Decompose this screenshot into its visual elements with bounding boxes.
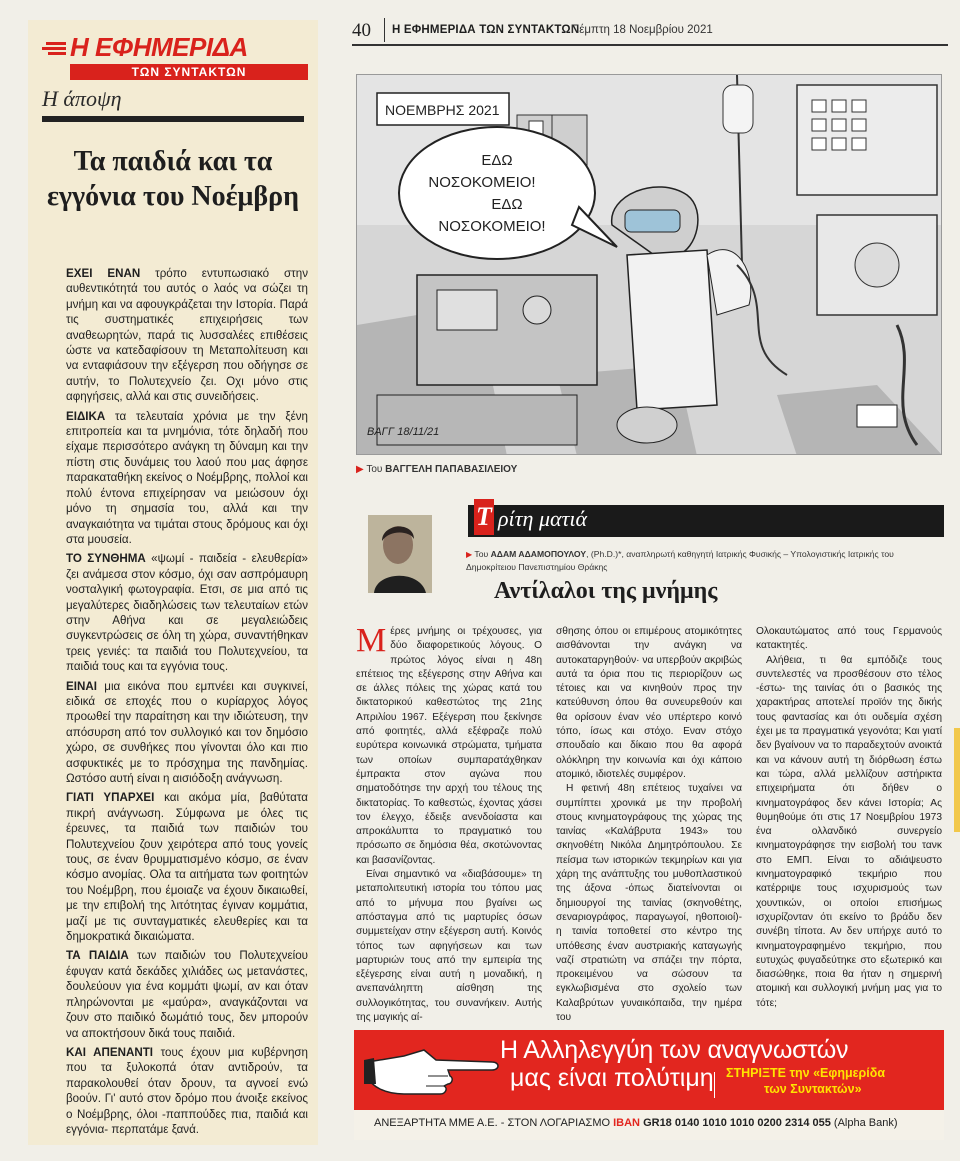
pointing-hand-icon	[364, 1042, 504, 1096]
triangle-bullet-icon: ▶	[466, 550, 473, 559]
article-column-2	[556, 625, 742, 1025]
cartoon-credit: ▶ Του ΒΑΓΓΕΛΗ ΠΑΠΑΒΑΣΙΛΕΙΟΥ	[356, 464, 518, 475]
bubble-line: ΕΔΩ	[481, 152, 513, 169]
article-paragraph: Ολοκαυτώματος από τους Γερμανούς κατακτητές.	[756, 626, 942, 652]
header-separator	[384, 18, 385, 42]
opinion-paragraph: ΕΙΝΑΙ μια εικόνα που εμπνέει και συγκινεί, ειδικά σε εποχές που ο κυρίαρχος λόγος προωθεί την παραίτηση και την ιδιώτευση, την απόσυρση από τον συλλογικό και τον δημόσιο χώρο, σε συνθήκες που γίνονται όλο και πιο ασφυκτικές με το πρόσχημα της πανδημίας. Ωστόσο αυτή είναι η αισιόδοξη ανάγνωση.	[66, 679, 308, 785]
bubble-line: ΝΟΣΟΚΟΜΕΙΟ!	[428, 174, 536, 191]
bank-name: (Alpha Bank)	[833, 1117, 898, 1129]
article-paragraph: Μέρες μνήμης οι τρέχουσες, για δύο διαφορετικούς λόγους. Ο πρώτος λόγος είναι η 48η επέτειος της εξέγερσης στην Αθήνα και σε άλλες πόλεις της χώρας κατά του δικτατορικού καθεστώτος της 21ης Απριλίου 1967. Εξέγερση που ξεκίνησε από φοιτητές, αλλά εξέφραζε πολύ ευρύτερα κοινωνικά στρώματα, τμήματα των οποίων συμπαρατάχθηκαν έμπρακτα στον αγώνα που σηματοδότησε την αρχή του τέλους της δικτατορίας. Το καθεστώς, έχοντας χάσει τον έλεγχο, έδειξε ανενδοίαστα και απροκάλυπτα το πραγματικό του πρόσωπο σε δημόσια θέα, σκοτώνοντας και βασανίζοντας.	[356, 622, 542, 866]
section-label: Η άποψη	[42, 86, 122, 111]
opinion-paragraph: ΤΟ ΣΥΝΘΗΜΑ «ψωμί - παιδεία - ελευθερία» ζει ανάμεσα στον κόσμο, όχι σαν ασπρόμαυρη νοσταλγική φωτογραφία. Ετσι, σε μια από τις μεγαλύτερες διαδηλώσεις των τελευταίων ετών στην Αθήνα και σε μεγαλειώδεις συγκεντρώσεις σε όλη τη χώρα, συναντήθηκαν τρεις γενιές: τα παιδιά του Πολυτεχνείου, τα παιδιά τους και τα εγγόνια τους.	[66, 552, 308, 674]
cartoonist-name: ΒΑΓΓΕΛΗ ΠΑΠΑΒΑΣΙΛΕΙΟΥ	[385, 464, 518, 475]
ad-footer	[354, 1110, 944, 1140]
logo-speedlines-icon	[42, 40, 68, 56]
opinion-title: Τα παιδιά και τα εγγόνια του Νοέμβρη	[46, 146, 300, 212]
bubble-line: ΕΔΩ	[491, 196, 523, 213]
article-column-3	[756, 625, 942, 1011]
section-title: ρίτη ματιά	[498, 506, 588, 531]
header-rule	[352, 44, 948, 46]
section-initial: Τ	[474, 499, 494, 535]
iban-label: IBAN	[613, 1117, 640, 1129]
opinion-paragraph: ΚΑΙ ΑΠΕΝΑΝΤΙ τους έχουν μια κυβέρνηση που τα ξυλοκοπά όταν αντιδρούν, τα παρακολουθεί όταν δρουν, τα αγνοεί ενώ βοούν. Γι' αυτό στον δρόμο που άνοιξε εκείνος ο Νοέμβρης, όλοι -παππούδες πια, παιδιά και εγγόνια- περπατάμε ξανά.	[66, 1045, 308, 1136]
header-date: Πέμπτη 18 Νοεμβρίου 2021	[571, 24, 713, 36]
author-name: ΑΔΑΜ ΑΔΑΜΟΠΟΥΛΟΥ	[490, 549, 587, 559]
logo-subtitle: ΤΩΝ ΣΥΝΤΑΚΤΩΝ	[70, 64, 308, 80]
article-paragraph: Η φετινή 48η επέτειος τυχαίνει να συμπίπτει χρονικά με την προβολή στους κινηματογράφους της χώρας της ταινίας «Καλάβρυτα 1943» του σκηνοθέτη Νικόλα Δημητρόπουλου. Σε πείσμα των ιστορικών τεκμηρίων και για χάρη της ανάπτυξης του μυθοπλαστικού της άξονα -όπως διατείνονται οι δημιουργοί της ταινίας (σκηνοθέτης, σεναριογράφος, παραγωγοί, ηθοποιοί)- η ταινία τοποθετεί στο κέντρο της υπόθεσης έναν αυστριακής καταγωγής ναζί στρατιώτη να σπάζει την πόρτα, προκειμένου να σώσουν τα εγκλωβισμένα στο σχολείο των Καλαβρύτων γυναικόπαιδα, την ημέρα του	[556, 783, 742, 1024]
bubble-line: ΝΟΣΟΚΟΜΕΙΟ!	[438, 218, 546, 235]
cartoon-sign-text: ΝΟΕΜΒΡΗΣ 2021	[385, 102, 500, 118]
triangle-bullet-icon: ▶	[356, 464, 364, 475]
logo-title: Η ΕΦΗΜΕΡΙΔΑ	[70, 32, 248, 62]
cartoon-signature: ΒΑΓΓ 18/11/21	[367, 426, 440, 438]
article-title: Αντίλαλοι της μνήμης	[494, 578, 718, 604]
article-paragraph: σθησης όπου οι επιμέρους ατομικότητες αισθάνονται την ανάγκη να αυτοκαταργηθούν· να υπερβούν ακριβώς αυτά τα όρια που τις περιορίζουν ως τέτοιες και να κινηθούν προς την κατεύθυνση όπου θα συνευρεθούν και θα ορίσουν έναν νέο υπέρτερο κοινό τόπο, ίσως και στόχο. Εναν στόχο σπουδαίο και δίκαιο που θα αφορά ολόκληρη την κοινωνία και όχι κάποιο ατομικό, ιδιοτελές συμφέρον.	[556, 626, 742, 780]
solidarity-ad	[354, 1030, 944, 1140]
opinion-paragraph: ΤΑ ΠΑΙΔΙΑ των παιδιών του Πολυτεχνείου έφυγαν κατά δεκάδες χιλιάδες ως μετανάστες, δουλεύουν για ένα κομμάτι ψωμί, αν και όταν πληρώνονται με «μαύρα», αναγκάζονται να ζουν στο παιδικό δωμάτιό τους, δεν μπορούν να αποκτήσουν δικά τους παιδιά.	[66, 949, 308, 1040]
author-portrait	[368, 515, 432, 593]
newspaper-logo	[42, 32, 308, 88]
ad-headline-1: Η Αλληλεγγύη των αναγνωστών	[500, 1036, 849, 1064]
iban-number: GR18 0140 1010 1010 0200 2314 055	[643, 1117, 831, 1129]
section-rule	[42, 116, 304, 122]
opinion-paragraph: ΓΙΑΤΙ ΥΠΑΡΧΕΙ και ακόμα μία, βαθύτατα πικρή ανάγνωση. Σύμφωνα με όλες τις έρευνες, τα παιδιά των παιδιών του Πολυτεχνείου ζουν χειρότερα από τους γονείς τους, σε έναν θρυμματισμένο κόσμο, σε έναν κόσμο ανομίας. Ολα τα αιτήματα των φοιτητών του Νοέμβρη, που έμοιαζε να έχουν δικαιωθεί, με την επιβολή της λιτότητας έγιναν κομμάτια, μαζί με τις συνταγματικές ελευθερίες και τα δημοκρατικά δικαιώματα.	[66, 791, 309, 944]
article-column-1	[356, 622, 542, 1025]
ad-support-line-1: ΣΤΗΡΙΞΤΕ την «Εφημερίδα	[726, 1066, 886, 1080]
cartoon-illustration	[357, 75, 942, 455]
article-paragraph: Αλήθεια, τι θα εμπόδιζε τους συντελεστές να προσθέσουν στο τέλος -έστω- της ταινίας ότι ο βασικός της χαρακτήρας αποτελεί προϊόν της δικής τους φαντασίας και ότι ουδεμία σχέση έχει με τα πραγματικά γεγονότα; Και γιατί δεν βγαίνουν να το παραδεχτούν ανοικτά και να κάνουν αυτή τη διόρθωση έστω και τώρα, αλλά μελλίζουν αστήρικτα επιχειρήματα ότι δήθεν ο κινηματογράφος δεν κάνει Ιστορία; Ας θυμηθούμε ότι στις 17 Νοεμβρίου 1973 ένα ολλανδικό συνεργείο κινηματογράφησε την εισβολή του τανκ στο ΕΜΠ. Είναι το αδιάψευστο κινηματογραφικό τεκμήριο που κατέρριψε τους ισχυρισμούς των χουντικών, οι οποίοι επισήμως ισχυρίζονταν ότι εκείνο το βράδυ δεν συνέβη τίποτα. Αν δεν υπήρχε αυτό το κινηματογραφημένο τεκμήριο, που ευτυχώς φυγαδεύτηκε στο εξωτερικό και διασώθηκε, ποια θα ήταν η σημερινή ατομική και συλλογική μνήμη μας για το τότε;	[756, 654, 942, 1009]
author-description: , (Ph.D.)*, αναπληρωτή καθηγητή Ιατρικής Φυσικής – Υπολογιστικής Ιατρικής του Δημοκρίτειου Πανεπιστημίου Θράκης	[466, 549, 894, 572]
ad-separator	[714, 1072, 715, 1098]
author-byline: ▶ Του ΑΔΑΜ ΑΔΑΜΟΠΟΥΛΟΥ, (Ph.D.)*, αναπληρωτή καθηγητή Ιατρικής Φυσικής – Υπολογιστικής Ιατρικής του Δημοκρίτειου Πανεπιστημίου Θράκης	[466, 549, 894, 572]
opinion-paragraph: ΕΧΕΙ ΕΝΑΝ τρόπο εντυπωσιακό στην αυθεντικότητά του αυτός ο λαός να σώζει τη μνήμη και να αφουγκράζεται την Ιστορία. Παρά τις συστηματικές επιχειρήσεις των αναθεωρητών, παρά τις λυσσαλέες επιθέσεις ώστε να κατεδαφίσουν τη Μεταπολίτευση και να ενταφιάσουν την εξέγερση που οδήγησε σε αυτήν, το Πολυτεχνείο ζει. Οχι μόνο στις αφηγήσεις, αλλά και στις συνειδήσεις.	[66, 267, 308, 404]
ad-bank-details: ΑΝΕΞΑΡΤΗΤΑ ΜΜΕ Α.Ε. - ΣΤΟΝ ΛΟΓΑΡΙΑΣΜΟ IBAN GR18 0140 1010 1010 0200 2314 055 (Alpha Bank)	[374, 1117, 898, 1129]
editorial-cartoon	[356, 74, 942, 455]
author-photo	[368, 515, 432, 593]
opinion-body	[66, 266, 308, 1141]
ad-headline-2: μας είναι πολύτιμη	[510, 1064, 714, 1092]
page-edge-tab	[954, 728, 960, 832]
page-number: 40	[352, 20, 371, 41]
drop-cap: Μ	[356, 622, 387, 659]
opinion-paragraph: ΕΙΔΙΚΑ τα τελευταία χρόνια με την ξένη επιτροπεία και τα μνημόνια, τότε δηλαδή που είχαμε περισσότερο ανάγκη τη δύναμη και την πίστη στις δυνάμεις του λαού που μας άφησε παρακαταθήκη εκείνος ο Νοέμβρης, πολλοί και πολύ έντονα επιχείρησαν να μειώσουν όχι μόνο τη σημασία του, αλλά και την αναγκαιότητα να τιμάται στους δρόμους και όχι στα μουσεία.	[66, 409, 308, 546]
header-paper-name: Η ΕΦΗΜΕΡΙΔΑ ΤΩΝ ΣΥΝΤΑΚΤΩΝ	[392, 24, 580, 36]
article-paragraph: Είναι σημαντικό να «διαβάσουμε» τη μεταπολιτευτική ιστορία του τόπου μας από το μήνυμα που βγαίνει ως απόσταγμα από τις μαρτυρίες όσων συμμετείχαν στην εξέγερση αυτή. Κοινός τόπος των αφηγήσεων και των μαρτυριών τους από την εμπειρία της εξέγερσης είναι αυτή η μοναδική, η ανεπανάληπτη αίσθηση της συλλογικότητας, του συνανήκειν. Αυτής της μαγικής αί-	[356, 869, 542, 1024]
ad-support-line-2: των Συντακτών»	[764, 1082, 862, 1096]
opinion-column	[28, 20, 318, 1145]
